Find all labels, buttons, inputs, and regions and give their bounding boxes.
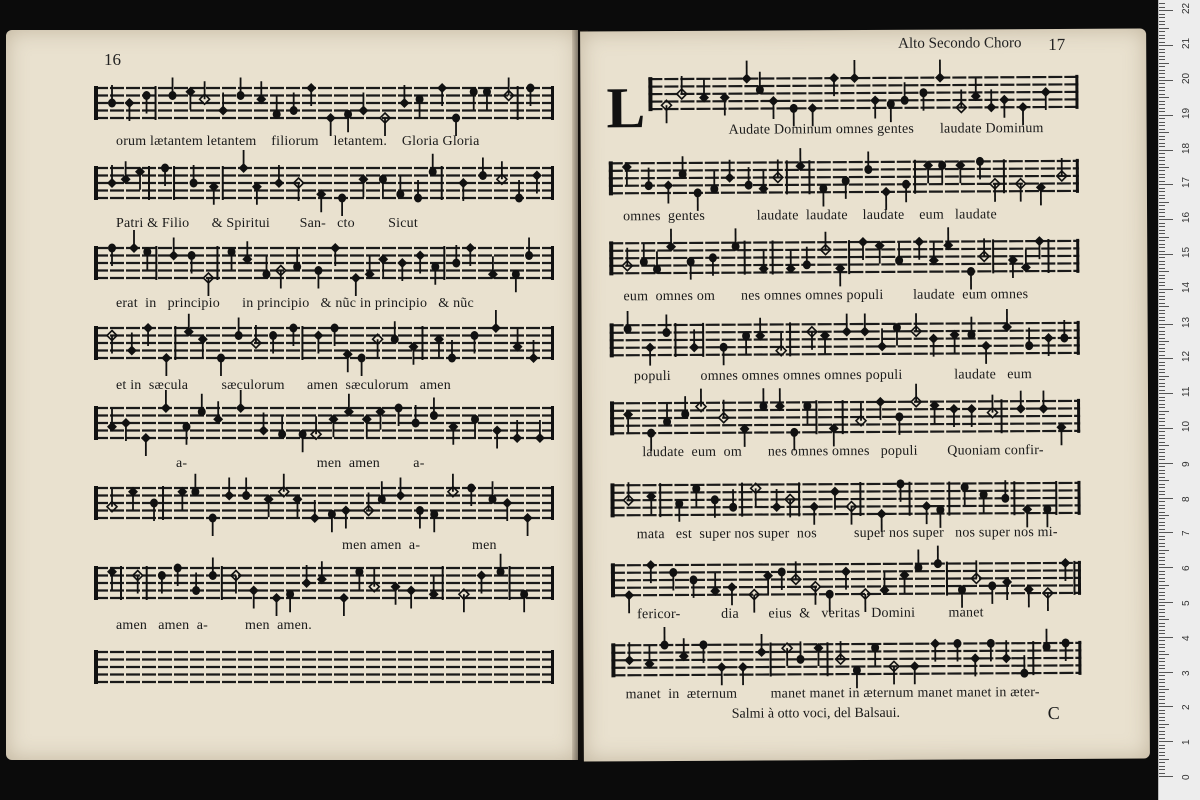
ruler-minor-tick [1159, 585, 1169, 586]
ruler-tick [1159, 776, 1173, 777]
ruler-minor-tick [1159, 477, 1165, 478]
open-book [6, 30, 1156, 770]
ruler-minor-tick [1159, 348, 1165, 349]
ruler-minor-tick [1159, 275, 1165, 276]
ruler-minor-tick [1159, 710, 1165, 711]
lyric-line: eum omnes om nes omnes omnes populi laudate eum omnes [623, 287, 1029, 305]
ruler-minor-tick [1159, 435, 1165, 436]
ruler-label: 20 [1181, 72, 1192, 84]
ruler-minor-tick [1159, 682, 1165, 683]
ruler-label: 3 [1181, 670, 1192, 676]
ruler-tick [1159, 602, 1173, 603]
ruler-label: 22 [1181, 3, 1192, 15]
ruler-tick [1159, 10, 1173, 11]
music-staff [648, 67, 1078, 129]
ruler-minor-tick [1159, 595, 1165, 596]
ruler-minor-tick [1159, 623, 1165, 624]
ruler-minor-tick [1159, 247, 1165, 248]
ruler-minor-tick [1159, 654, 1169, 655]
ruler-minor-tick [1159, 508, 1165, 509]
ruler-minor-tick [1159, 56, 1165, 57]
ruler-minor-tick [1159, 609, 1165, 610]
ruler-label: 2 [1181, 704, 1192, 711]
ruler-minor-tick [1159, 692, 1165, 693]
ruler-minor-tick [1159, 77, 1165, 78]
lyric-line: orum lætantem letantem filiorum letantem. Gloria Gloria [116, 134, 480, 149]
ruler-minor-tick [1159, 143, 1165, 144]
ruler-minor-tick [1159, 101, 1165, 102]
ruler-minor-tick [1159, 271, 1169, 272]
ruler-minor-tick [1159, 766, 1165, 767]
ruler-minor-tick [1159, 146, 1165, 147]
ruler-minor-tick [1159, 630, 1165, 631]
ruler-minor-tick [1159, 588, 1165, 589]
ruler-minor-tick [1159, 28, 1169, 29]
lyric-line: fericor- dia eius & veritas Domini manet [637, 605, 984, 623]
ruler-minor-tick [1159, 251, 1165, 252]
ruler-tick [1159, 637, 1173, 638]
ruler-minor-tick [1159, 334, 1165, 335]
ruler-minor-tick [1159, 748, 1165, 749]
ruler-minor-tick [1159, 640, 1165, 641]
ruler-minor-tick [1159, 136, 1165, 137]
ruler-minor-tick [1159, 546, 1165, 547]
ruler-minor-tick [1159, 164, 1165, 165]
lyric-line: men amen a- men [342, 538, 497, 553]
ruler-label: 13 [1181, 316, 1192, 328]
ruler-minor-tick [1159, 574, 1165, 575]
ruler-minor-tick [1159, 686, 1165, 687]
ruler-minor-tick [1159, 122, 1165, 123]
lyric-line: mata est super nos super nos super nos super nos super nos mi- [636, 524, 1058, 543]
ruler-minor-tick [1159, 24, 1165, 25]
lyric-line: amen amen a- men amen. [116, 618, 312, 633]
ruler-minor-tick [1159, 442, 1165, 443]
ruler-minor-tick [1159, 341, 1169, 342]
ruler-minor-tick [1159, 118, 1165, 119]
ruler-minor-tick [1159, 689, 1169, 690]
ruler-minor-tick [1159, 696, 1165, 697]
ruler-label: 17 [1181, 177, 1192, 189]
ruler-minor-tick [1159, 459, 1165, 460]
ruler-minor-tick [1159, 633, 1165, 634]
ruler-minor-tick [1159, 31, 1165, 32]
lyric-line: et in sæcula sæculorum amen sæculorum amen [116, 378, 451, 393]
ruler-minor-tick [1159, 167, 1169, 168]
ruler-minor-tick [1159, 745, 1165, 746]
music-staff [94, 78, 554, 138]
ruler-minor-tick [1159, 480, 1169, 481]
ruler-minor-tick [1159, 244, 1165, 245]
ruler-minor-tick [1159, 132, 1169, 133]
ruler-minor-tick [1159, 557, 1165, 558]
ruler-minor-tick [1159, 484, 1165, 485]
ruler-minor-tick [1159, 550, 1169, 551]
ruler-minor-tick [1159, 522, 1165, 523]
ruler-minor-tick [1159, 752, 1165, 753]
ruler-minor-tick [1159, 73, 1165, 74]
ruler-minor-tick [1159, 724, 1169, 725]
ruler-minor-tick [1159, 14, 1165, 15]
ruler-minor-tick [1159, 699, 1165, 700]
ruler-minor-tick [1159, 292, 1165, 293]
ruler-minor-tick [1159, 651, 1165, 652]
lyric-line: erat in principio in principio & nũc in principio & nũc [116, 296, 474, 311]
ruler-minor-tick [1159, 578, 1165, 579]
ruler-minor-tick [1159, 494, 1165, 495]
music-staff [94, 398, 554, 458]
ruler-minor-tick [1159, 181, 1165, 182]
ruler-tick [1159, 45, 1173, 46]
ruler-minor-tick [1159, 738, 1165, 739]
ruler-tick [1159, 706, 1173, 707]
ruler-minor-tick [1159, 470, 1165, 471]
ruler-tick [1159, 254, 1173, 255]
page-footer: Salmi à otto voci, del Balsaui. [731, 705, 901, 722]
ruler-minor-tick [1159, 425, 1165, 426]
ruler-minor-tick [1159, 445, 1169, 446]
lyric-line: laudate eum om nes omnes omnes populi Quoniam confir- [642, 443, 1044, 461]
ruler-minor-tick [1159, 70, 1165, 71]
music-staff [94, 158, 554, 218]
lyric-line: Patri & Filio & Spiritui San- cto Sicut [116, 216, 418, 231]
ruler-minor-tick [1159, 487, 1165, 488]
ruler-minor-tick [1159, 536, 1165, 537]
signature-mark: C [1047, 702, 1060, 724]
ruler-minor-tick [1159, 278, 1165, 279]
ruler-minor-tick [1159, 599, 1165, 600]
ruler-minor-tick [1159, 157, 1165, 158]
left-page [6, 30, 578, 760]
ruler-minor-tick [1159, 52, 1165, 53]
ruler-label: 18 [1181, 142, 1192, 154]
ruler-minor-tick [1159, 42, 1165, 43]
ruler-minor-tick [1159, 209, 1165, 210]
ruler-minor-tick [1159, 529, 1165, 530]
ruler-minor-tick [1159, 351, 1165, 352]
ruler-label: 7 [1181, 530, 1192, 537]
ruler-minor-tick [1159, 397, 1165, 398]
ruler-minor-tick [1159, 731, 1165, 732]
ruler-minor-tick [1159, 195, 1165, 196]
ruler-tick [1159, 567, 1173, 568]
ruler-minor-tick [1159, 713, 1165, 714]
ruler-minor-tick [1159, 404, 1165, 405]
ruler-minor-tick [1159, 658, 1165, 659]
ruler-label: 9 [1181, 461, 1192, 467]
ruler-minor-tick [1159, 59, 1165, 60]
ruler-minor-tick [1159, 581, 1165, 582]
ruler-tick [1159, 324, 1173, 325]
ruler-minor-tick [1159, 452, 1165, 453]
ruler-label: 21 [1181, 38, 1192, 50]
ruler-minor-tick [1159, 268, 1165, 269]
music-staff [94, 238, 554, 298]
ruler-tick [1159, 150, 1173, 151]
ruler-minor-tick [1159, 170, 1165, 171]
ruler-minor-tick [1159, 762, 1165, 763]
ruler-minor-tick [1159, 21, 1165, 22]
ruler-label: 4 [1181, 635, 1192, 641]
ruler-minor-tick [1159, 66, 1165, 67]
ruler-minor-tick [1159, 216, 1165, 217]
ruler-minor-tick [1159, 679, 1165, 680]
ruler-minor-tick [1159, 539, 1165, 540]
ruler-minor-tick [1159, 438, 1165, 439]
ruler-minor-tick [1159, 338, 1165, 339]
ruler-minor-tick [1159, 331, 1165, 332]
ruler-label: 15 [1181, 246, 1192, 258]
ruler-minor-tick [1159, 365, 1165, 366]
lyric-line: a- men amen a- [176, 456, 425, 471]
ruler-minor-tick [1159, 257, 1165, 258]
ruler-minor-tick [1159, 543, 1165, 544]
ruler-minor-tick [1159, 644, 1165, 645]
ruler-minor-tick [1159, 35, 1165, 36]
ruler-tick [1159, 184, 1173, 185]
ruler-minor-tick [1159, 111, 1165, 112]
ruler-minor-tick [1159, 38, 1165, 39]
ruler-minor-tick [1159, 626, 1165, 627]
ruler-minor-tick [1159, 372, 1165, 373]
ruler-tick [1159, 115, 1173, 116]
ruler-minor-tick [1159, 212, 1165, 213]
ruler-minor-tick [1159, 233, 1165, 234]
ruler-minor-tick [1159, 285, 1165, 286]
ruler-minor-tick [1159, 282, 1165, 283]
ruler-minor-tick [1159, 299, 1165, 300]
ruler-minor-tick [1159, 264, 1165, 265]
music-staff [94, 318, 554, 378]
ruler-minor-tick [1159, 320, 1165, 321]
ruler-minor-tick [1159, 362, 1165, 363]
ruler-minor-tick [1159, 261, 1165, 262]
ruler-minor-tick [1159, 376, 1169, 377]
ruler-minor-tick [1159, 17, 1165, 18]
ruler-label: 8 [1181, 496, 1192, 502]
lyric-line: Audate Dominum omnes gentes laudate Dominum [728, 121, 1044, 138]
ruler-minor-tick [1159, 518, 1165, 519]
ruler-minor-tick [1159, 303, 1165, 304]
ruler-minor-tick [1159, 616, 1165, 617]
right-page-number: 17 [1048, 34, 1066, 55]
ruler-tick [1159, 289, 1173, 290]
ruler-minor-tick [1159, 491, 1165, 492]
ruler-minor-tick [1159, 456, 1165, 457]
lyric-line: manet in æternum manet manet in æternum manet manet in æter- [625, 685, 1040, 703]
ruler-minor-tick [1159, 317, 1165, 318]
ruler-tick [1159, 358, 1173, 359]
ruler-minor-tick [1159, 344, 1165, 345]
ruler-minor-tick [1159, 108, 1165, 109]
ruler-minor-tick [1159, 83, 1165, 84]
ruler-minor-tick [1159, 383, 1165, 384]
ruler-minor-tick [1159, 512, 1165, 513]
ruler-minor-tick [1159, 505, 1165, 506]
measuring-ruler [1158, 0, 1200, 800]
ruler-minor-tick [1159, 63, 1169, 64]
decorative-initial: L [606, 75, 646, 141]
music-staff [609, 231, 1079, 293]
ruler-minor-tick [1159, 198, 1165, 199]
ruler-minor-tick [1159, 369, 1165, 370]
ruler-label: 1 [1181, 739, 1192, 746]
ruler-minor-tick [1159, 237, 1169, 238]
lyric-line: omnes gentes laudate laudate laudate eum laudate [623, 207, 997, 225]
left-page-number: 16 [104, 50, 121, 69]
ruler-minor-tick [1159, 769, 1165, 770]
ruler-minor-tick [1159, 3, 1165, 4]
ruler-tick [1159, 393, 1173, 394]
ruler-minor-tick [1159, 553, 1165, 554]
ruler-minor-tick [1159, 205, 1165, 206]
ruler-minor-tick [1159, 466, 1165, 467]
ruler-minor-tick [1159, 501, 1165, 502]
ruler-minor-tick [1159, 449, 1165, 450]
ruler-minor-tick [1159, 668, 1165, 669]
ruler-minor-tick [1159, 379, 1165, 380]
ruler-minor-tick [1159, 327, 1165, 328]
ruler-minor-tick [1159, 226, 1165, 227]
ruler-minor-tick [1159, 386, 1165, 387]
ruler-minor-tick [1159, 525, 1165, 526]
ruler-minor-tick [1159, 515, 1169, 516]
ruler-tick [1159, 741, 1173, 742]
ruler-minor-tick [1159, 125, 1165, 126]
ruler-minor-tick [1159, 355, 1165, 356]
ruler-minor-tick [1159, 431, 1165, 432]
ruler-minor-tick [1159, 411, 1169, 412]
ruler-minor-tick [1159, 755, 1165, 756]
ruler-minor-tick [1159, 160, 1165, 161]
ruler-label: 0 [1181, 774, 1192, 780]
ruler-tick [1159, 532, 1173, 533]
music-staff [94, 478, 554, 538]
ruler-minor-tick [1159, 647, 1165, 648]
ruler-minor-tick [1159, 407, 1165, 408]
ruler-minor-tick [1159, 240, 1165, 241]
ruler-minor-tick [1159, 675, 1165, 676]
ruler-minor-tick [1159, 223, 1165, 224]
ruler-minor-tick [1159, 564, 1165, 565]
music-staff [94, 558, 554, 618]
ruler-minor-tick [1159, 400, 1165, 401]
ruler-minor-tick [1159, 90, 1165, 91]
ruler-minor-tick [1159, 139, 1165, 140]
ruler-minor-tick [1159, 153, 1165, 154]
ruler-minor-tick [1159, 296, 1165, 297]
ruler-minor-tick [1159, 665, 1165, 666]
ruler-minor-tick [1159, 104, 1165, 105]
ruler-minor-tick [1159, 7, 1165, 8]
music-staff [610, 313, 1080, 375]
ruler-minor-tick [1159, 418, 1165, 419]
ruler-minor-tick [1159, 619, 1169, 620]
ruler-minor-tick [1159, 174, 1165, 175]
ruler-label: 10 [1181, 420, 1192, 432]
ruler-minor-tick [1159, 191, 1165, 192]
right-page [580, 29, 1150, 762]
ruler-minor-tick [1159, 129, 1165, 130]
ruler-tick [1159, 428, 1173, 429]
ruler-minor-tick [1159, 97, 1169, 98]
ruler-tick [1159, 219, 1173, 220]
ruler-label: 19 [1181, 107, 1192, 119]
ruler-minor-tick [1159, 310, 1165, 311]
ruler-minor-tick [1159, 414, 1165, 415]
ruler-minor-tick [1159, 421, 1165, 422]
empty-staff [94, 642, 554, 692]
ruler-minor-tick [1159, 560, 1165, 561]
ruler-minor-tick [1159, 202, 1169, 203]
ruler-minor-tick [1159, 592, 1165, 593]
ruler-minor-tick [1159, 188, 1165, 189]
ruler-minor-tick [1159, 773, 1165, 774]
ruler-minor-tick [1159, 759, 1169, 760]
ruler-minor-tick [1159, 94, 1165, 95]
ruler-minor-tick [1159, 177, 1165, 178]
ruler-label: 16 [1181, 212, 1192, 224]
ruler-label: 12 [1181, 351, 1192, 363]
ruler-label: 6 [1181, 565, 1192, 572]
ruler-tick [1159, 463, 1173, 464]
ruler-minor-tick [1159, 612, 1165, 613]
ruler-tick [1159, 672, 1173, 673]
ruler-label: 14 [1181, 281, 1192, 293]
ruler-minor-tick [1159, 49, 1165, 50]
ruler-minor-tick [1159, 703, 1165, 704]
ruler-minor-tick [1159, 661, 1165, 662]
ruler-label: 5 [1181, 600, 1192, 606]
lyric-line: populi omnes omnes omnes omnes populi laudate eum [633, 367, 1032, 385]
ruler-minor-tick [1159, 313, 1165, 314]
ruler-minor-tick [1159, 571, 1165, 572]
ruler-minor-tick [1159, 717, 1165, 718]
ruler-minor-tick [1159, 734, 1165, 735]
running-head: Alto Secondo Choro [898, 35, 1022, 52]
ruler-minor-tick [1159, 720, 1165, 721]
ruler-minor-tick [1159, 390, 1165, 391]
ruler-minor-tick [1159, 230, 1165, 231]
ruler-minor-tick [1159, 473, 1165, 474]
ruler-tick [1159, 80, 1173, 81]
ruler-minor-tick [1159, 306, 1169, 307]
ruler-minor-tick [1159, 727, 1165, 728]
ruler-minor-tick [1159, 605, 1165, 606]
ruler-tick [1159, 498, 1173, 499]
ruler-label: 11 [1181, 386, 1192, 398]
music-staff [609, 151, 1079, 213]
ruler-minor-tick [1159, 87, 1165, 88]
